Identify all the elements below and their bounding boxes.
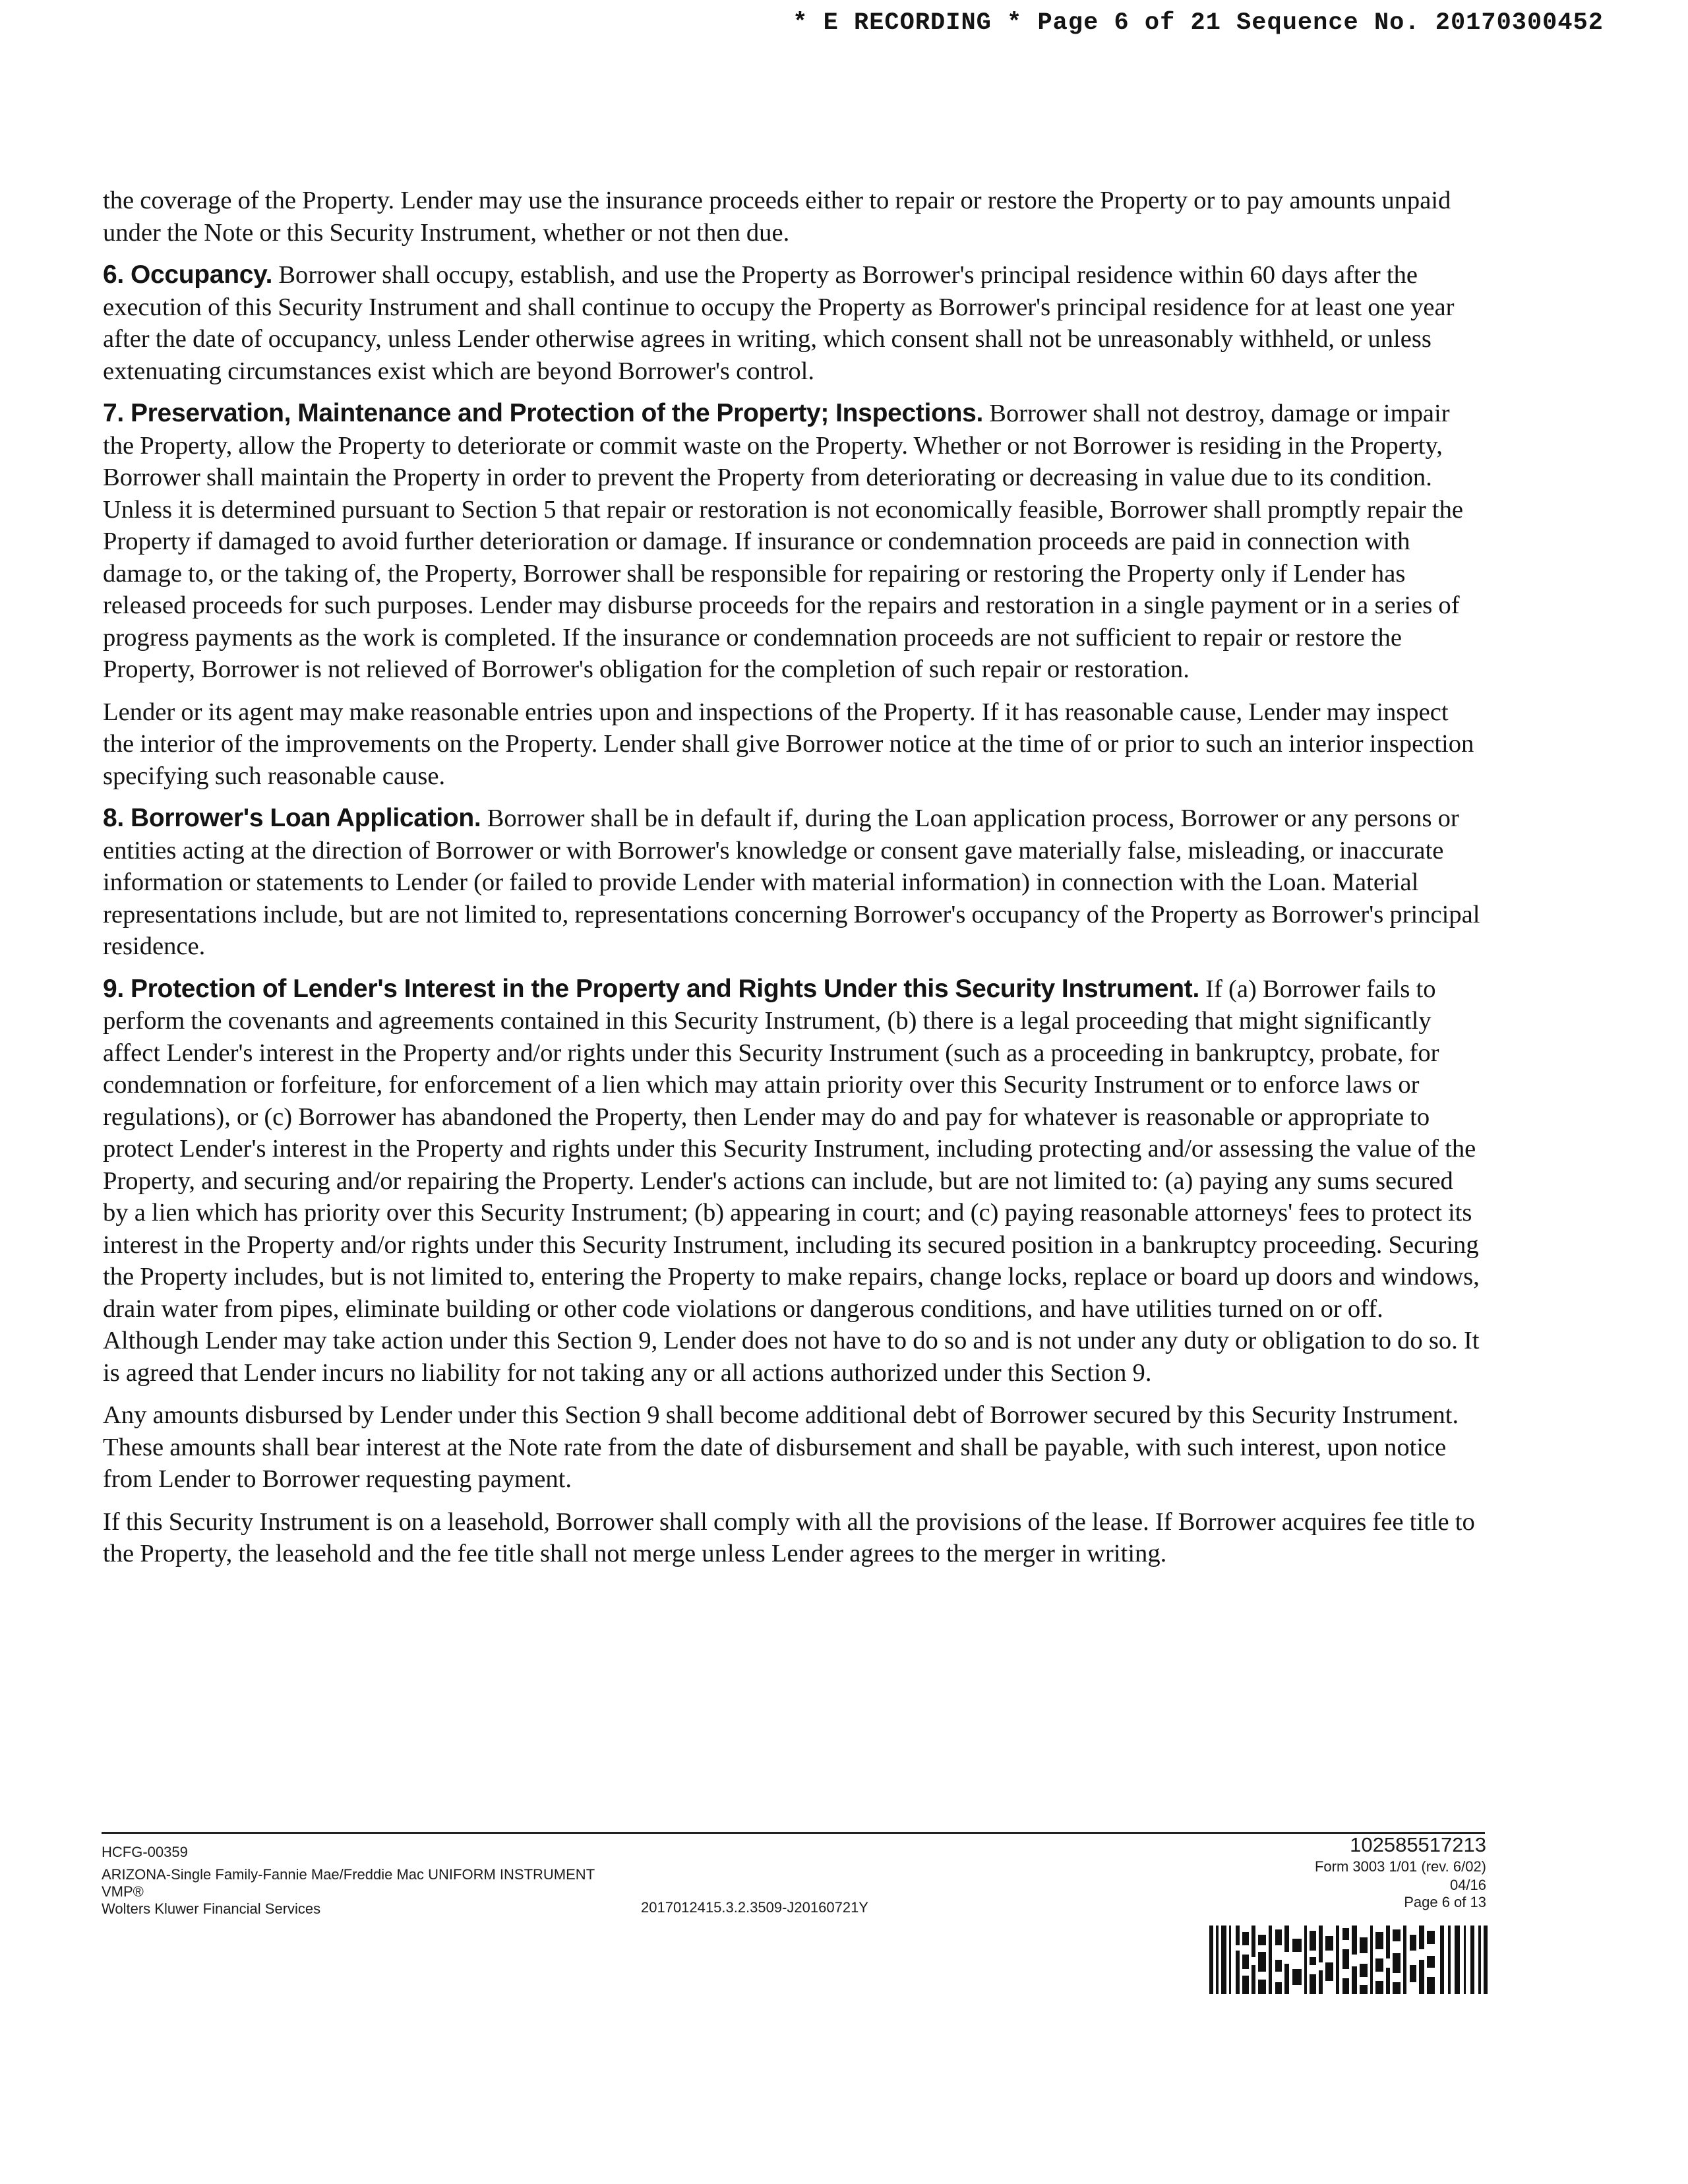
footer-revision: 04/16 bbox=[1449, 1877, 1486, 1893]
section-9-text: If (a) Borrower fails to perform the covenants and agreements contained in this Security Instrument, (b) there is a legal proceeding that might significantly affect Lender's interest in the Property and/or rights under this Security Instrument (such as a proceeding in bankruptcy, probate, for condemnation or forfeiture, for enforcement of a lien which may attain priority over this Security Instrument or to enforce laws or regulations), or (c) Borrower has abandoned the Property, then Lender may do and pay for whatever is reasonable or appropriate to protect Lender's interest in the Property and rights under this Security Instrument, including protecting and/or assessing the value of the Property, and securing and/or repairing the Property. Lender's actions can include, but are not limited to: (a) paying any sums secured by a lien which has priority over this Security Instrument; (b) appearing in court; and (c) paying reasonable attorneys' fees to protect its interest in the Property and/or rights under this Security Instrument, including its secured position in a bankruptcy proceeding. Securing the Property includes, but is not limited to, entering the Property to make repairs, change locks, replace or board up doors and windows, drain water from pipes, eliminate building or other code violations or dangerous conditions, and have utilities turned on or off. Although Lender may take action under this Section 9, Lender does not have to do so and is not under any duty or obligation to do so. It is agreed that Lender incurs no liability for not taking any or all actions authorized under this Section 9. bbox=[103, 975, 1480, 1387]
section-9-heading: 9. Protection of Lender's Interest in the Property and Rights Under this Security Instrument. bbox=[103, 974, 1199, 1003]
section-9-disbursement-paragraph: Any amounts disbursed by Lender under this Section 9 shall become additional debt of Borrower secured by this Security Instrument. These amounts shall bear interest at the Note rate from the date of disbursement and shall be payable, with such interest, upon notice from Lender to Borrower requesting payment. bbox=[103, 1401, 1459, 1493]
footer-divider bbox=[102, 1832, 1485, 1834]
section-8-text: Borrower shall be in default if, during the Loan application process, Borrower or any persons or entities acting at the direction of Borrower or with Borrower's knowledge or consent gave materially false, misleading, or inaccurate information or statements to Lender (or failed to provide Lender with material information) in connection with the Loan. Material representations include, but are not limited to, representations concerning Borrower's occupancy of the Property as Borrower's principal residence. bbox=[103, 804, 1480, 960]
section-8-heading: 8. Borrower's Loan Application. bbox=[103, 804, 481, 832]
document-body bbox=[103, 185, 1482, 1581]
footer-form-code: HCFG-00359 bbox=[102, 1844, 188, 1860]
footer-page-of: Page 6 of 13 bbox=[1404, 1894, 1486, 1910]
section-6-heading: 6. Occupancy. bbox=[103, 260, 273, 289]
section-8-loan-application bbox=[103, 803, 1482, 963]
section-6-text: Borrower shall occupy, establish, and use the Property as Borrower's principal residence within 60 days after the execution of this Security Instrument and shall continue to occupy the Property as Borrower's principal residence for at least one year after the date of occupancy, unless Lender otherwise agrees in writing, which consent shall not be unreasonably withheld, or unless extenuating circumstances exist which are beyond Borrower's control. bbox=[103, 261, 1455, 385]
section-7-inspections-paragraph: Lender or its agent may make reasonable entries upon and inspections of the Property. If it has reasonable cause, Lender may inspect the interior of the improvements on the Property. Lender shall give Borrower notice at the time of or prior to such an interior inspection specifying such reasonable cause. bbox=[103, 698, 1474, 790]
section-7-preservation bbox=[103, 398, 1482, 686]
recording-stamp: * E RECORDING * Page 6 of 21 Sequence No. 20170300452 bbox=[793, 9, 1604, 37]
section-7-text: Borrower shall not destroy, damage or impair the Property, allow the Property to deteriorate or commit waste on the Property. Whether or not Borrower is residing in the Property, Borrower shall maintain the Property in order to prevent the Property from deteriorating or decreasing in value due to its condition. Unless it is determined pursuant to Section 5 that repair or restoration is not economically feasible, Borrower shall promptly repair the Property if damaged to avoid further deterioration or damage. If insurance or condemnation proceeds are paid in connection with damage to, or the taking of, the Property, Borrower shall be responsible for repairing or restoring the Property only if Lender has released proceeds for such purposes. Lender may disburse proceeds for the repairs and restoration in a single payment or in a series of progress payments as the work is completed. If the insurance or condemnation proceeds are not sufficient to repair or restore the Property, Borrower is not relieved of Borrower's obligation for the completion of such repair or restoration. bbox=[103, 400, 1464, 683]
section-9-protection bbox=[103, 973, 1482, 1389]
footer-vmp: VMP® bbox=[102, 1883, 144, 1900]
paragraph-intro: the coverage of the Property. Lender may use the insurance proceeds either to repair or restore the Property or to pay amounts unpaid under the Note or this Security Instrument, whether or not then due. bbox=[103, 187, 1451, 247]
footer-document-id: 2017012415.3.2.3509-J20160721Y bbox=[641, 1899, 868, 1916]
footer-loan-number: 102585517213 bbox=[1350, 1833, 1486, 1856]
section-7-heading: 7. Preservation, Maintenance and Protection of the Property; Inspections. bbox=[103, 399, 984, 427]
footer-form-number: Form 3003 1/01 (rev. 6/02) bbox=[1314, 1858, 1486, 1875]
footer-publisher: Wolters Kluwer Financial Services bbox=[102, 1900, 321, 1917]
footer-instrument-line: ARIZONA-Single Family-Fannie Mae/Freddie Mac UNIFORM INSTRUMENT bbox=[102, 1866, 595, 1883]
section-6-occupancy bbox=[103, 259, 1482, 387]
barcode-image bbox=[1209, 1926, 1488, 1994]
section-9-leasehold-paragraph: If this Security Instrument is on a leasehold, Borrower shall comply with all the provisions of the lease. If Borrower acquires fee title to the Property, the leasehold and the fee title shall not merge unless Lender agrees to the merger in writing. bbox=[103, 1507, 1475, 1567]
